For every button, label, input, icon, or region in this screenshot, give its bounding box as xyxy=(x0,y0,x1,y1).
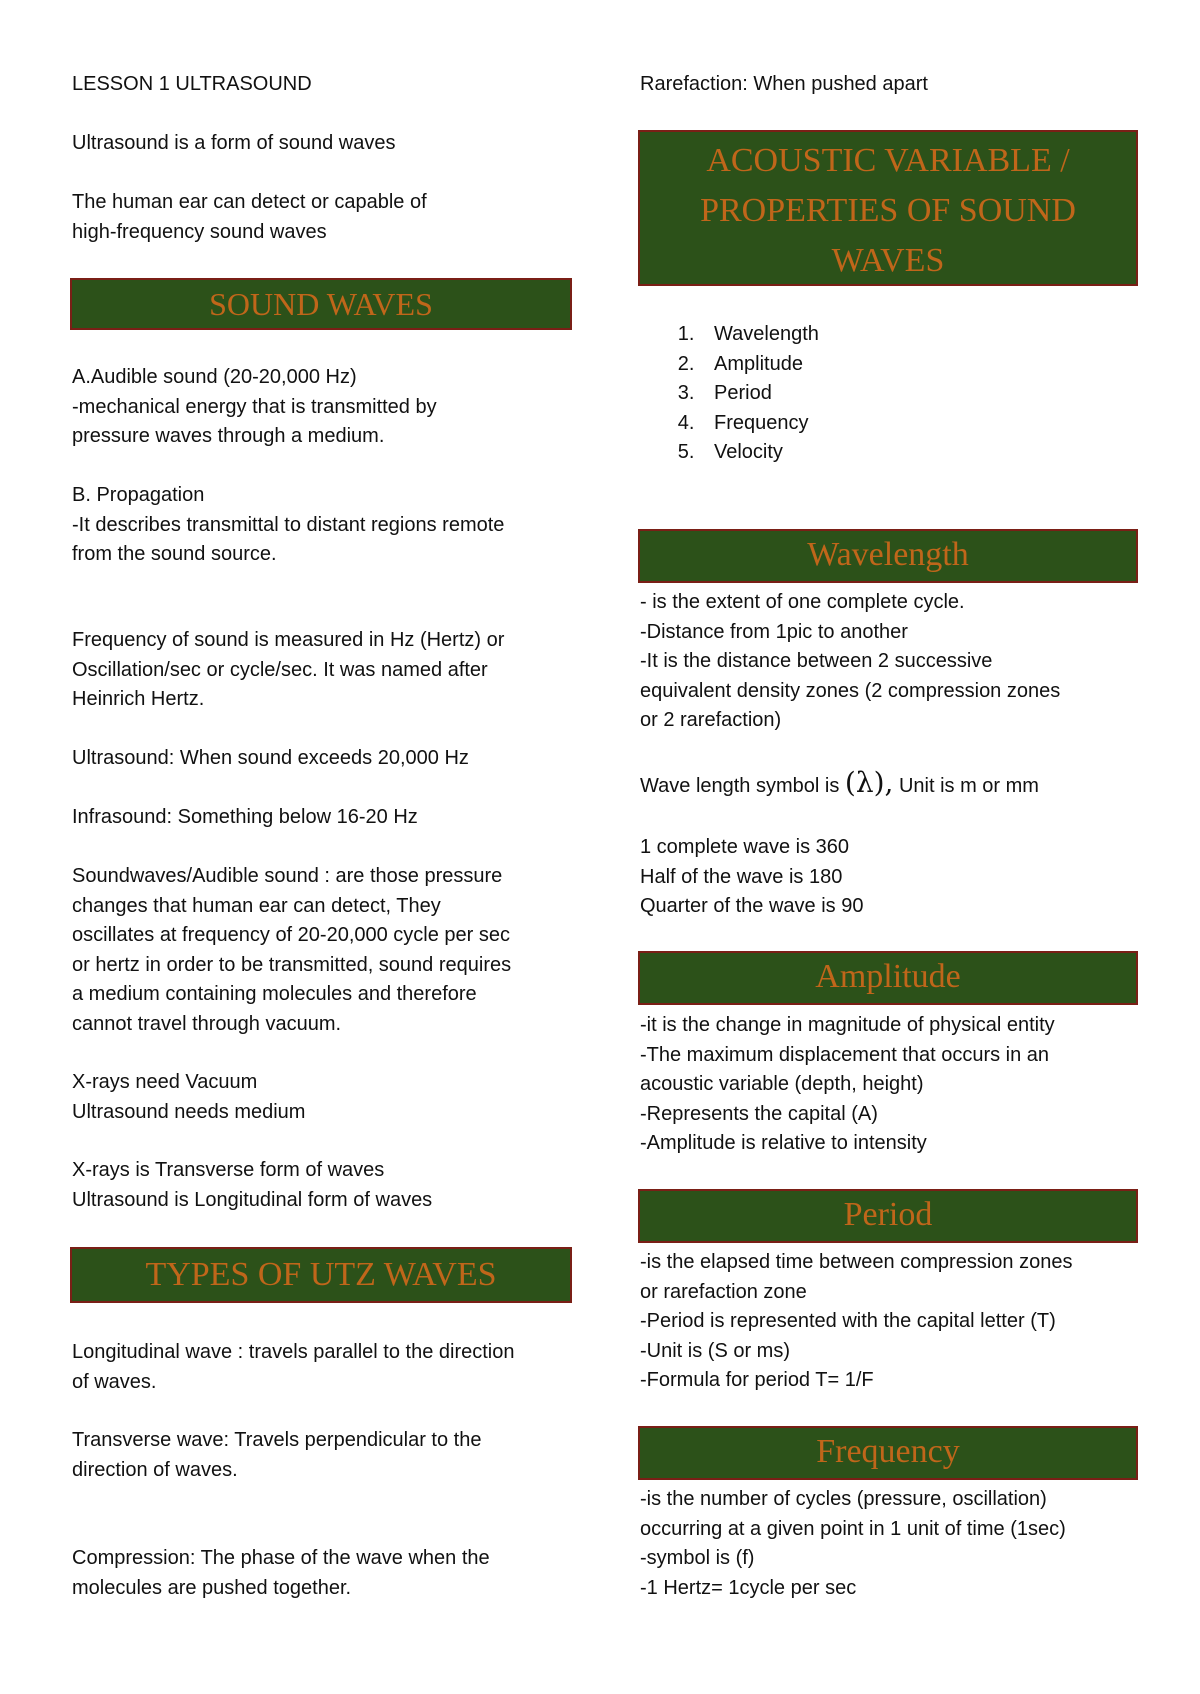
wave-degrees-text: 1 complete wave is 360 Half of the wave is 180 Quarter of the wave is 90 xyxy=(640,836,864,917)
properties-list xyxy=(640,320,1198,468)
frequency-note: Frequency of sound is measured in Hz (Hertz) or Oscillation/sec or cycle/sec. It was named after Heinrich Hertz. xyxy=(72,629,505,710)
list-item: 4. Frequency xyxy=(700,409,1198,439)
wavelength-text: - is the extent of one complete cycle. -Distance from 1pic to another -It is the distance between 2 successive equivalent density zones (2 compression zones or 2 rarefaction) xyxy=(640,591,1061,731)
banner-sound-waves: SOUND WAVES xyxy=(70,278,572,330)
banner-frequency: Frequency xyxy=(638,1426,1138,1480)
transverse-wave-text: Transverse wave: Travels perpendicular to the direction of waves. xyxy=(72,1429,482,1481)
wavelength-symbol-prefix: Wave length symbol is xyxy=(640,775,845,797)
banner-wavelength: Wavelength xyxy=(638,529,1138,583)
list-item: 3. Period xyxy=(700,379,1198,409)
list-item: 2. Amplitude xyxy=(700,350,1198,380)
period-text: -is the elapsed time between compression zones or rarefaction zone -Period is represented with the capital letter (T) -Unit is (S or ms) -Formula for period T= 1/F xyxy=(640,1251,1073,1391)
banner-types-of-utz-waves: TYPES OF UTZ WAVES xyxy=(70,1247,572,1303)
lesson-title: LESSON 1 ULTRASOUND xyxy=(72,73,312,95)
xray-medium-text: X-rays need Vacuum Ultrasound needs medium xyxy=(72,1071,306,1123)
banner-acoustic-variable: ACOUSTIC VARIABLE / PROPERTIES OF SOUND WAVES xyxy=(638,130,1138,286)
intro-paragraph-2: The human ear can detect or capable of high-frequency sound waves xyxy=(72,191,427,243)
wavelength-unit: Unit is m or mm xyxy=(893,775,1039,797)
list-item: 5. Velocity xyxy=(700,438,1198,468)
rarefaction-text: Rarefaction: When pushed apart xyxy=(640,73,928,95)
soundwaves-definition: Soundwaves/Audible sound : are those pressure changes that human ear can detect, They oscillates at frequency of 20-20,000 cycle per sec or hertz in order to be transmitted, sound requires a medium containing molecules and therefore cannot travel through vacuum. xyxy=(72,865,512,1035)
intro-paragraph-1: Ultrasound is a form of sound waves xyxy=(72,132,396,154)
propagation-text: B. Propagation -It describes transmittal to distant regions remote from the sound source. xyxy=(72,484,505,565)
audible-sound-text: A.Audible sound (20-20,000 Hz) -mechanical energy that is transmitted by pressure waves through a medium. xyxy=(72,366,437,447)
xray-form-text: X-rays is Transverse form of waves Ultrasound is Longitudinal form of waves xyxy=(72,1159,433,1211)
longitudinal-wave-text: Longitudinal wave : travels parallel to the direction of waves. xyxy=(72,1341,515,1393)
lambda-symbol: (λ), xyxy=(844,766,894,799)
amplitude-text: -it is the change in magnitude of physical entity -The maximum displacement that occurs in an acoustic variable (depth, height) -Represents the capital (A) -Amplitude is relative to intensity xyxy=(640,1014,1055,1154)
compression-text: Compression: The phase of the wave when the molecules are pushed together. xyxy=(72,1547,490,1599)
banner-period: Period xyxy=(638,1189,1138,1243)
list-item: 1. Wavelength xyxy=(700,320,1198,350)
wavelength-symbol-line xyxy=(640,768,1138,802)
infrasound-definition: Infrasound: Something below 16-20 Hz xyxy=(72,806,418,828)
ultrasound-definition: Ultrasound: When sound exceeds 20,000 Hz xyxy=(72,747,469,769)
banner-amplitude: Amplitude xyxy=(638,951,1138,1005)
frequency-text: -is the number of cycles (pressure, oscillation) occurring at a given point in 1 unit of time (1sec) -symbol is (f) -1 Hertz= 1cycle per sec xyxy=(640,1488,1066,1599)
